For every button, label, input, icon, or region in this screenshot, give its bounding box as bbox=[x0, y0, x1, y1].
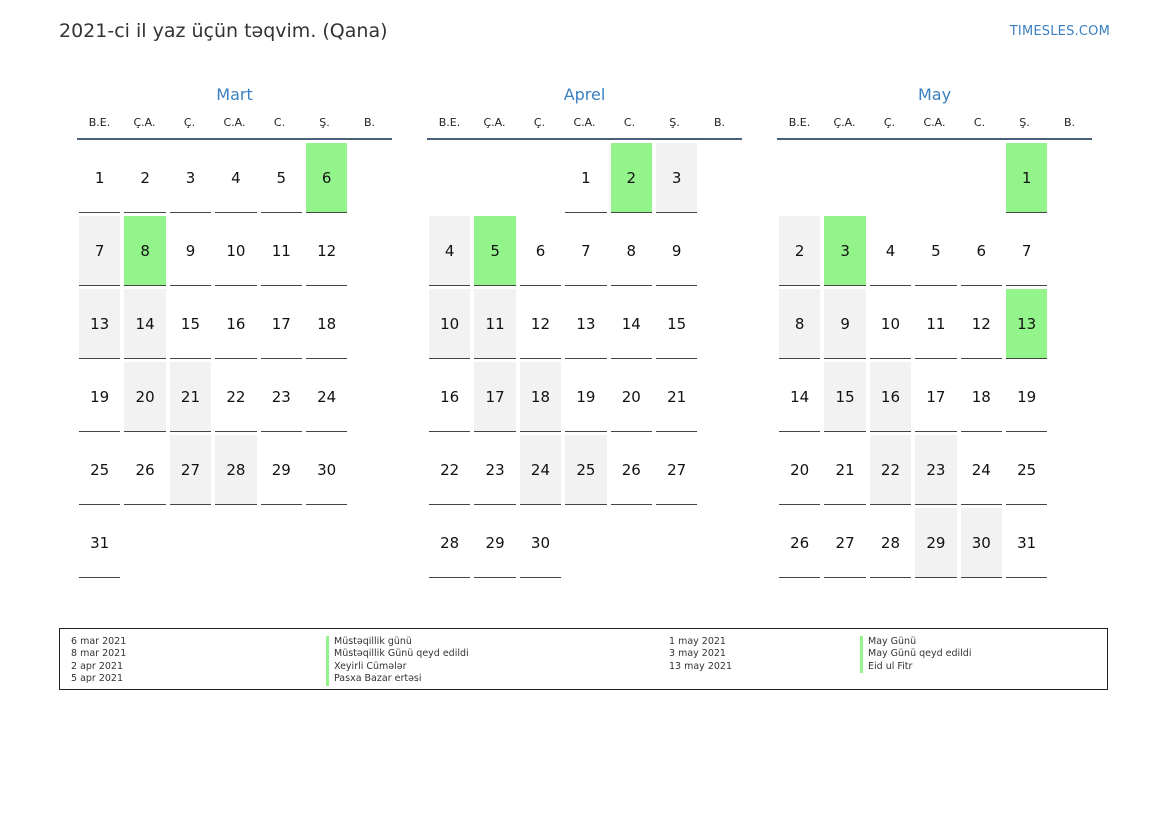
month-name: Aprel bbox=[563, 85, 606, 104]
day-number: 7 bbox=[79, 216, 120, 286]
day-number: 10 bbox=[429, 289, 470, 359]
day-cell bbox=[122, 362, 167, 435]
weekday-header bbox=[77, 116, 392, 132]
day-number: 11 bbox=[261, 216, 302, 286]
day-cell bbox=[472, 508, 517, 581]
day-cell bbox=[304, 143, 349, 216]
day-cell bbox=[1004, 508, 1049, 581]
day-cell bbox=[1004, 143, 1049, 216]
weekday-label: Ş. bbox=[1019, 116, 1030, 129]
day-cell bbox=[563, 362, 608, 435]
holiday-date: 13 may 2021 bbox=[669, 660, 733, 672]
day-number: 7 bbox=[1006, 216, 1047, 286]
day-number: 15 bbox=[170, 289, 211, 359]
day-cell bbox=[609, 435, 654, 508]
day-number: 4 bbox=[870, 216, 911, 286]
day-number: 11 bbox=[474, 289, 515, 359]
day-number: 1 bbox=[565, 143, 606, 213]
header-divider bbox=[427, 138, 742, 140]
day-number: 18 bbox=[520, 362, 561, 432]
day-cell bbox=[822, 508, 867, 581]
day-number: 8 bbox=[779, 289, 820, 359]
day-number: 23 bbox=[261, 362, 302, 432]
empty-cell bbox=[913, 143, 958, 216]
day-number: 17 bbox=[474, 362, 515, 432]
empty-cell bbox=[959, 143, 1004, 216]
day-cell bbox=[518, 216, 563, 289]
weekday-label: Ç.A. bbox=[483, 116, 506, 129]
day-cell bbox=[77, 289, 122, 362]
day-number: 16 bbox=[429, 362, 470, 432]
day-number: 24 bbox=[306, 362, 347, 432]
day-cell bbox=[1004, 435, 1049, 508]
day-cell bbox=[518, 508, 563, 581]
holiday-day-number: 13 bbox=[1006, 289, 1047, 359]
day-number: 27 bbox=[824, 508, 865, 578]
day-number: 25 bbox=[79, 435, 120, 505]
day-number: 7 bbox=[565, 216, 606, 286]
day-cell bbox=[472, 362, 517, 435]
weekday-label: C.A. bbox=[573, 116, 596, 129]
day-number: 12 bbox=[961, 289, 1002, 359]
day-cell bbox=[259, 435, 304, 508]
day-number: 5 bbox=[261, 143, 302, 213]
day-number: 10 bbox=[215, 216, 256, 286]
day-number: 28 bbox=[429, 508, 470, 578]
weekday-label: C. bbox=[973, 116, 986, 129]
holiday-day-number: 2 bbox=[611, 143, 652, 213]
day-number: 26 bbox=[124, 435, 165, 505]
day-number: 9 bbox=[656, 216, 697, 286]
holiday-day-number: 1 bbox=[1006, 143, 1047, 213]
legend-names-right bbox=[860, 636, 971, 673]
day-number: 13 bbox=[79, 289, 120, 359]
day-cell bbox=[213, 289, 258, 362]
day-number: 19 bbox=[79, 362, 120, 432]
day-cell bbox=[563, 143, 608, 216]
holiday-date: 5 apr 2021 bbox=[71, 673, 124, 685]
day-number: 3 bbox=[656, 143, 697, 213]
day-cell bbox=[959, 362, 1004, 435]
day-cell bbox=[868, 289, 913, 362]
day-cell bbox=[609, 143, 654, 216]
day-cell bbox=[213, 216, 258, 289]
day-cell bbox=[77, 143, 122, 216]
empty-cell bbox=[472, 143, 517, 216]
day-cell bbox=[77, 435, 122, 508]
weekday-label: C. bbox=[623, 116, 636, 129]
day-cell bbox=[609, 289, 654, 362]
day-cell bbox=[259, 216, 304, 289]
day-cell bbox=[913, 289, 958, 362]
day-number: 8 bbox=[611, 216, 652, 286]
day-cell bbox=[1004, 289, 1049, 362]
day-number: 20 bbox=[611, 362, 652, 432]
empty-cell bbox=[868, 143, 913, 216]
day-cell bbox=[913, 508, 958, 581]
weekday-label: B.E. bbox=[88, 116, 111, 129]
day-cell bbox=[563, 435, 608, 508]
day-number: 12 bbox=[520, 289, 561, 359]
legend-names-left bbox=[326, 636, 469, 686]
empty-cell bbox=[427, 143, 472, 216]
day-cell bbox=[959, 289, 1004, 362]
day-number: 20 bbox=[779, 435, 820, 505]
empty-cell bbox=[518, 143, 563, 216]
day-number: 22 bbox=[870, 435, 911, 505]
day-number: 15 bbox=[824, 362, 865, 432]
weekday-label: Ç.A. bbox=[833, 116, 856, 129]
weekday-label: Ç.A. bbox=[133, 116, 156, 129]
day-number: 29 bbox=[474, 508, 515, 578]
day-number: 25 bbox=[1006, 435, 1047, 505]
day-number: 17 bbox=[915, 362, 956, 432]
day-cell bbox=[77, 362, 122, 435]
day-cell bbox=[304, 216, 349, 289]
day-number: 6 bbox=[520, 216, 561, 286]
day-number: 23 bbox=[474, 435, 515, 505]
holiday-day-number: 8 bbox=[124, 216, 165, 286]
day-cell bbox=[518, 362, 563, 435]
day-cell bbox=[168, 143, 213, 216]
day-cell bbox=[868, 508, 913, 581]
day-cell bbox=[427, 508, 472, 581]
day-cell bbox=[654, 216, 699, 289]
day-number: 30 bbox=[306, 435, 347, 505]
day-cell bbox=[868, 216, 913, 289]
day-cell bbox=[259, 362, 304, 435]
day-cell bbox=[822, 289, 867, 362]
page-title: 2021-ci il yaz üçün təqvim. (Qana) bbox=[59, 20, 388, 42]
day-cell bbox=[777, 289, 822, 362]
day-number: 26 bbox=[611, 435, 652, 505]
weekday-label: Ç. bbox=[533, 116, 546, 129]
day-number: 2 bbox=[124, 143, 165, 213]
day-number: 24 bbox=[961, 435, 1002, 505]
day-number: 27 bbox=[170, 435, 211, 505]
day-cell bbox=[822, 216, 867, 289]
day-cell bbox=[213, 435, 258, 508]
day-number: 26 bbox=[779, 508, 820, 578]
holiday-date: 3 may 2021 bbox=[669, 648, 726, 660]
holiday-name: Müstəqillik günü bbox=[326, 636, 469, 648]
header-divider bbox=[777, 138, 1092, 140]
day-grid bbox=[777, 143, 1092, 581]
weekday-header bbox=[427, 116, 742, 132]
weekday-label: Ş. bbox=[319, 116, 330, 129]
day-cell bbox=[959, 216, 1004, 289]
day-number: 9 bbox=[170, 216, 211, 286]
day-cell bbox=[77, 216, 122, 289]
day-cell bbox=[518, 289, 563, 362]
day-cell bbox=[304, 289, 349, 362]
weekday-label: C. bbox=[273, 116, 286, 129]
weekday-label: B. bbox=[363, 116, 376, 129]
month-calendar bbox=[777, 84, 1092, 581]
day-cell bbox=[959, 435, 1004, 508]
holiday-day-number: 3 bbox=[824, 216, 865, 286]
day-cell bbox=[654, 435, 699, 508]
day-cell bbox=[122, 143, 167, 216]
day-cell bbox=[122, 435, 167, 508]
header-divider bbox=[77, 138, 392, 140]
day-cell bbox=[122, 289, 167, 362]
day-number: 15 bbox=[656, 289, 697, 359]
day-number: 18 bbox=[961, 362, 1002, 432]
day-cell bbox=[168, 362, 213, 435]
day-number: 13 bbox=[565, 289, 606, 359]
day-cell bbox=[913, 216, 958, 289]
weekday-label: B.E. bbox=[438, 116, 461, 129]
day-number: 18 bbox=[306, 289, 347, 359]
day-cell bbox=[563, 289, 608, 362]
day-cell bbox=[609, 216, 654, 289]
holiday-name: Pasxa Bazar ertəsi bbox=[326, 673, 469, 685]
day-number: 30 bbox=[520, 508, 561, 578]
day-cell bbox=[427, 362, 472, 435]
day-number: 2 bbox=[779, 216, 820, 286]
holiday-date: 8 mar 2021 bbox=[71, 648, 127, 660]
day-number: 23 bbox=[915, 435, 956, 505]
day-cell bbox=[868, 362, 913, 435]
day-cell bbox=[168, 216, 213, 289]
holiday-date: 6 mar 2021 bbox=[71, 636, 127, 647]
weekday-label: C.A. bbox=[223, 116, 246, 129]
day-cell bbox=[1004, 216, 1049, 289]
day-cell bbox=[77, 508, 122, 581]
day-number: 22 bbox=[429, 435, 470, 505]
day-cell bbox=[777, 435, 822, 508]
weekday-label: Ş. bbox=[669, 116, 680, 129]
day-cell bbox=[518, 435, 563, 508]
day-cell bbox=[427, 289, 472, 362]
day-cell bbox=[472, 289, 517, 362]
day-cell bbox=[822, 362, 867, 435]
day-number: 31 bbox=[1006, 508, 1047, 578]
day-number: 14 bbox=[124, 289, 165, 359]
day-cell bbox=[868, 435, 913, 508]
day-number: 11 bbox=[915, 289, 956, 359]
day-number: 19 bbox=[565, 362, 606, 432]
site-link[interactable]: TIMESLES.COM bbox=[1009, 24, 1110, 39]
weekday-label: Ç. bbox=[883, 116, 896, 129]
day-number: 31 bbox=[79, 508, 120, 578]
day-cell bbox=[427, 435, 472, 508]
day-cell bbox=[259, 143, 304, 216]
weekday-label: B. bbox=[713, 116, 726, 129]
day-number: 30 bbox=[961, 508, 1002, 578]
day-number: 24 bbox=[520, 435, 561, 505]
day-cell bbox=[472, 216, 517, 289]
day-number: 28 bbox=[215, 435, 256, 505]
day-cell bbox=[304, 362, 349, 435]
weekday-label: B. bbox=[1063, 116, 1076, 129]
day-number: 25 bbox=[565, 435, 606, 505]
day-number: 29 bbox=[915, 508, 956, 578]
day-cell bbox=[122, 216, 167, 289]
day-grid bbox=[77, 143, 392, 581]
day-number: 27 bbox=[656, 435, 697, 505]
day-cell bbox=[777, 508, 822, 581]
day-cell bbox=[259, 289, 304, 362]
holiday-name: May Günü qeyd edildi bbox=[860, 648, 971, 660]
day-number: 14 bbox=[611, 289, 652, 359]
day-number: 1 bbox=[79, 143, 120, 213]
holiday-name: Müstəqillik Günü qeyd edildi bbox=[326, 648, 469, 660]
day-number: 5 bbox=[915, 216, 956, 286]
day-number: 12 bbox=[306, 216, 347, 286]
holiday-name: Eid ul Fitr bbox=[860, 661, 971, 673]
day-cell bbox=[427, 216, 472, 289]
day-cell bbox=[959, 508, 1004, 581]
day-cell bbox=[213, 362, 258, 435]
day-cell bbox=[913, 362, 958, 435]
day-cell bbox=[654, 143, 699, 216]
day-cell bbox=[1004, 362, 1049, 435]
day-cell bbox=[777, 216, 822, 289]
day-cell bbox=[168, 435, 213, 508]
holiday-day-number: 6 bbox=[306, 143, 347, 213]
day-number: 3 bbox=[170, 143, 211, 213]
holiday-date: 2 apr 2021 bbox=[71, 660, 124, 672]
day-cell bbox=[168, 289, 213, 362]
day-number: 16 bbox=[215, 289, 256, 359]
day-number: 6 bbox=[961, 216, 1002, 286]
weekday-label: C.A. bbox=[923, 116, 946, 129]
day-number: 21 bbox=[170, 362, 211, 432]
day-number: 20 bbox=[124, 362, 165, 432]
day-number: 17 bbox=[261, 289, 302, 359]
month-calendar bbox=[427, 84, 742, 581]
day-number: 16 bbox=[870, 362, 911, 432]
day-number: 29 bbox=[261, 435, 302, 505]
empty-cell bbox=[822, 143, 867, 216]
day-number: 19 bbox=[1006, 362, 1047, 432]
weekday-label: B.E. bbox=[788, 116, 811, 129]
day-grid bbox=[427, 143, 742, 581]
day-cell bbox=[654, 289, 699, 362]
day-cell bbox=[777, 362, 822, 435]
day-number: 4 bbox=[215, 143, 256, 213]
day-number: 14 bbox=[779, 362, 820, 432]
month-calendar bbox=[77, 84, 392, 581]
day-cell bbox=[213, 143, 258, 216]
holiday-day-number: 5 bbox=[474, 216, 515, 286]
day-number: 28 bbox=[870, 508, 911, 578]
day-number: 21 bbox=[824, 435, 865, 505]
month-name: Mart bbox=[216, 85, 253, 104]
day-cell bbox=[822, 435, 867, 508]
day-cell bbox=[472, 435, 517, 508]
day-number: 9 bbox=[824, 289, 865, 359]
day-number: 22 bbox=[215, 362, 256, 432]
holiday-name: Xeyirli Cümələr bbox=[326, 661, 469, 673]
day-number: 21 bbox=[656, 362, 697, 432]
weekday-label: Ç. bbox=[183, 116, 196, 129]
weekday-header bbox=[777, 116, 1092, 132]
day-cell bbox=[654, 362, 699, 435]
holiday-legend bbox=[59, 628, 1108, 690]
day-number: 10 bbox=[870, 289, 911, 359]
empty-cell bbox=[777, 143, 822, 216]
day-cell bbox=[563, 216, 608, 289]
legend-dates-left bbox=[71, 636, 126, 686]
legend-dates-right bbox=[669, 636, 732, 673]
holiday-date: 1 may 2021 bbox=[669, 636, 726, 647]
month-name: May bbox=[917, 85, 952, 104]
day-cell bbox=[913, 435, 958, 508]
day-cell bbox=[304, 435, 349, 508]
holiday-name: May Günü bbox=[860, 636, 971, 648]
day-number: 4 bbox=[429, 216, 470, 286]
day-cell bbox=[609, 362, 654, 435]
